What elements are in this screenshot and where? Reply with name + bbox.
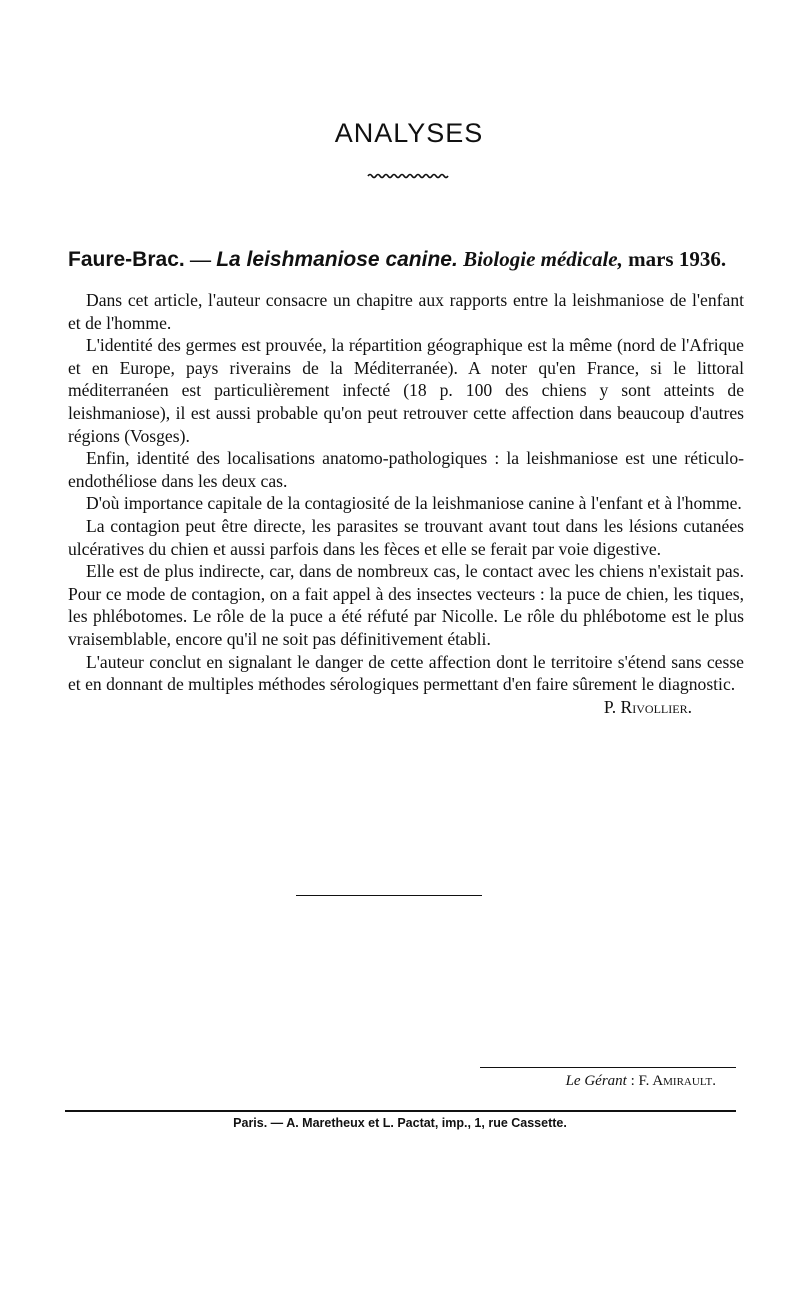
section-divider xyxy=(296,895,482,896)
article-title: La leishmaniose canine. xyxy=(216,248,458,271)
paragraph: Elle est de plus indirecte, car, dans de nombreux cas, le contact avec les chiens n'existait pas. Pour ce mode de contagion, on a fait appel à des insectes vecteurs : la puce de chien, les tiques, les phlébotomes. Le rôle de la puce a été réfuté par Nicolle. Le rôle du phlébotome est le plus vraisemblable, encore qu'il ne soit pas définitivement établi. xyxy=(68,561,744,649)
wavy-ornament xyxy=(367,172,449,180)
footer-rule xyxy=(65,1110,736,1112)
paragraph: D'où importance capitale de la contagiosité de la leishmaniose canine à l'enfant et à l'homme. xyxy=(86,493,742,514)
article-date: mars 1936. xyxy=(628,247,727,271)
article-heading xyxy=(68,247,752,272)
paragraph: L'identité des germes est prouvée, la répartition géographique est la même (nord de l'Afrique et en Europe, pays riverains de la Méditerranée). A noter qu'en France, si le littoral méditerranéen est particulièrement infecté (18 p. 100 des chiens y sont atteints de leishmaniose), il est aussi probable qu'on peut retrouver cette affection dans beaucoup d'autres régions (Vosges). xyxy=(68,335,744,446)
gerant-label: Le Gérant xyxy=(565,1073,627,1089)
printer-imprint: Paris. — A. Maretheux et L. Pactat, imp., 1, rue Cassette. xyxy=(233,1116,567,1130)
article-body xyxy=(68,289,744,718)
paragraph: Dans cet article, l'auteur consacre un chapitre aux rapports entre la leishmaniose de l'enfant et de l'homme. xyxy=(68,290,744,333)
reviewer-signature: P. Rivollier. xyxy=(603,696,692,717)
article-journal: Biologie médicale, xyxy=(463,247,623,271)
article-author: Faure-Brac. xyxy=(68,248,185,271)
paragraph: Enfin, identité des localisations anatomo-pathologiques : la leishmaniose est une réticulo-endothéliose dans les deux cas. xyxy=(68,448,744,491)
paragraph-last xyxy=(68,651,744,717)
gerant-separator: : xyxy=(626,1073,639,1089)
paragraph-text: L'auteur conclut en signalant le danger de cette affection dont le territoire s'étend sans cesse et en donnant de multiples méthodes sérologiques permettant d'en faire sûrement le diagnostic. xyxy=(68,651,744,695)
gerant-name: F. Amirault. xyxy=(638,1073,716,1089)
gerant-rule xyxy=(480,1067,736,1068)
heading-separator: — xyxy=(184,247,217,271)
page-title: ANALYSES xyxy=(334,118,484,148)
paragraph: La contagion peut être directe, les parasites se trouvant avant tout dans les lésions cutanées ulcératives du chien et aussi parfois dans les fèces et elle se ferait par voie digestive. xyxy=(68,515,744,559)
gerant-line xyxy=(480,1073,716,1090)
